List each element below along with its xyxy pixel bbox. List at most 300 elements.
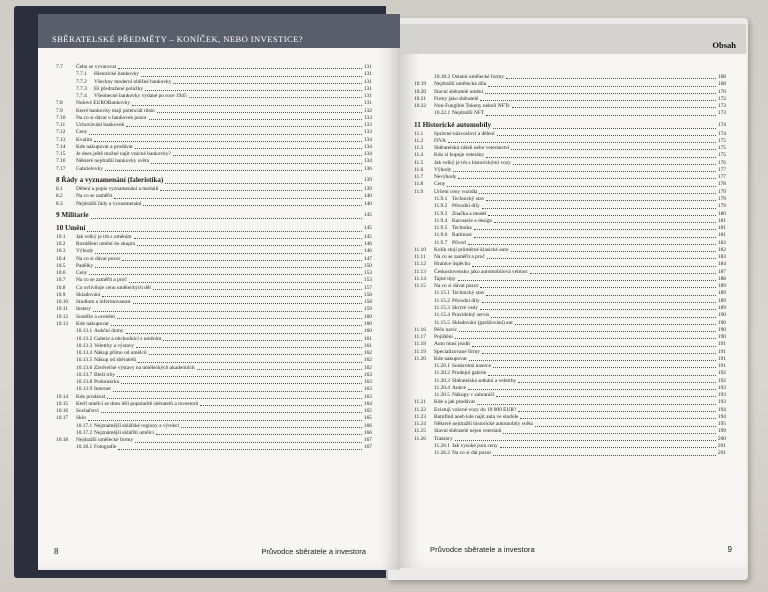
toc-entry-title: 8 Řády a vyznamenání (faleristika) (56, 175, 164, 184)
dot-leader (160, 186, 361, 191)
toc-entry-page: 189 (717, 297, 726, 304)
toc-entry-number: 7.16 (56, 158, 66, 165)
toc-left-column (56, 64, 372, 452)
toc-entry-title: 10 Umění (56, 223, 86, 232)
toc-entry-number: 10.7 (56, 277, 66, 284)
toc-entry-page: 163 (363, 393, 372, 400)
toc-entry-page: 195 (717, 421, 726, 428)
toc-entry-page: 170 (717, 88, 726, 95)
dot-leader (133, 299, 362, 304)
toc-entry-number: 11.20.2 (434, 370, 450, 377)
dot-leader (482, 298, 716, 303)
toc-entry (414, 181, 726, 188)
dot-leader (89, 129, 362, 134)
toc-entry-page: 175 (717, 137, 726, 144)
toc-entry-title: Sběratelská vášeň nebo veteránství (434, 145, 510, 152)
toc-entry-page: 167 (363, 444, 372, 451)
toc-right-column (414, 74, 726, 458)
dot-leader (132, 100, 362, 105)
toc-entry-number: 10.18 (56, 437, 69, 444)
dot-leader (143, 201, 362, 206)
toc-entry-title: Gabrielovky (76, 165, 103, 172)
dot-leader (153, 285, 362, 290)
toc-entry (56, 137, 372, 144)
toc-entry (56, 108, 372, 115)
toc-entry-page: 173 (717, 110, 726, 117)
toc-entry-page: 181 (717, 217, 726, 224)
toc-entry-page: 191 (717, 348, 726, 355)
toc-entry-page: 131 (363, 85, 372, 92)
toc-entry (56, 201, 372, 208)
toc-entry-page: 175 (717, 152, 726, 159)
toc-entry-page: 174 (717, 130, 726, 137)
toc-entry-page: 133 (363, 122, 372, 129)
toc-entry-title: FIVA (434, 137, 446, 144)
toc-entry-number: 10.20 (414, 88, 427, 95)
toc-entry-title: Bleší trhy (94, 371, 116, 378)
dot-leader (455, 334, 716, 339)
toc-entry (56, 234, 372, 241)
toc-entry-number: 11.19 (414, 348, 426, 355)
toc-entry (414, 240, 726, 247)
toc-entry (414, 189, 726, 196)
toc-entry (414, 145, 726, 152)
toc-entry (414, 305, 726, 312)
toc-entry-title: Slavní sběratelé umění (434, 88, 484, 95)
toc-entry-title: Studium a informovanost (76, 299, 131, 306)
toc-entry (414, 370, 726, 377)
dot-leader (89, 270, 362, 275)
toc-entry-title: Skryté vady (452, 304, 478, 311)
dot-leader (474, 232, 716, 237)
toc-entry-title: 11 Historické automobily (414, 120, 492, 129)
dot-leader (118, 444, 361, 449)
toc-entry-title: Raritnost (452, 232, 472, 239)
toc-entry (414, 378, 726, 385)
toc-entry-title: Kde nakupovat a prodávat (76, 143, 133, 150)
dot-leader (486, 290, 716, 295)
toc-entry-number: 11.9.2 (434, 203, 448, 210)
toc-entry-page: 183 (717, 254, 726, 261)
toc-entry-number: 10.13.5 (76, 357, 93, 364)
right-footer: Průvodce sběratele a investora (430, 545, 535, 554)
toc-entry-page: 193 (717, 399, 726, 406)
dot-leader (95, 248, 362, 253)
toc-entry-title: Na co se zaměřit (76, 193, 113, 200)
toc-entry-number: 10.5 (56, 262, 66, 269)
toc-entry-page: 191 (717, 341, 726, 348)
toc-entry-title: Na co se zaměřit a proč (434, 254, 485, 261)
toc-entry-title: Technický stav (452, 195, 485, 202)
toc-entry-title: Původní díly (452, 203, 480, 210)
toc-entry-number: 7.17 (56, 165, 66, 172)
toc-entry-number: 11.17 (414, 334, 426, 341)
toc-entry-page: 190 (717, 319, 726, 326)
toc-entry-page: 184 (717, 261, 726, 268)
toc-entry-page: 190 (717, 326, 726, 333)
toc-entry-title: Specializované firmy (434, 348, 480, 355)
dot-leader (488, 211, 715, 216)
toc-entry-title: Soukromá inzerce (452, 363, 492, 370)
toc-entry-title: Nákup od sběratelů (94, 357, 136, 364)
toc-entry-title: Nevýhody (434, 174, 457, 181)
toc-entry-page: 176 (717, 159, 726, 166)
toc-entry-number: 11.20 (414, 355, 426, 362)
toc-entry (56, 415, 372, 422)
toc-chapter (56, 223, 372, 234)
dot-leader (515, 320, 716, 325)
toc-entry-page: 174 (717, 121, 726, 128)
toc-entry-page: 145 (363, 211, 372, 218)
dot-leader (137, 241, 362, 246)
toc-entry-page: 163 (363, 371, 372, 378)
toc-entry-title: Které bankovky mají potenciál růstu (76, 107, 155, 114)
toc-entry (56, 394, 372, 401)
toc-entry (414, 414, 726, 421)
toc-entry-page: 164 (363, 400, 372, 407)
toc-entry-page: 162 (363, 350, 372, 357)
toc-chapter (56, 175, 372, 186)
dot-leader (458, 174, 715, 179)
toc-entry-page: 180 (717, 210, 726, 217)
toc-entry (414, 312, 726, 319)
toc-entry-page: 193 (717, 384, 726, 391)
toc-entry-number: 10.12 (56, 313, 69, 320)
toc-entry-title: 9 Militarie (56, 210, 89, 219)
toc-entry (414, 138, 726, 145)
dot-leader (468, 240, 716, 245)
dot-leader (448, 138, 716, 143)
toc-entry-page: 191 (717, 355, 726, 362)
toc-entry-title: Kde prodávat (76, 393, 106, 400)
dot-leader (455, 436, 716, 441)
toc-entry-page: 153 (363, 270, 372, 277)
toc-entry-number: 11.18 (414, 341, 426, 348)
dot-leader (479, 189, 716, 194)
toc-entry-number: 11.9 (414, 188, 424, 195)
toc-entry-title: Čeho se vyvarovat (76, 64, 117, 70)
dot-leader (117, 372, 362, 377)
toc-entry-number: 10.19 (414, 81, 427, 88)
toc-entry (414, 290, 726, 297)
toc-entry (414, 225, 726, 232)
toc-entry (414, 283, 726, 290)
toc-entry-page: 160 (363, 320, 372, 327)
toc-entry-number: 11.12 (414, 261, 426, 268)
dot-leader (511, 247, 716, 252)
toc-entry-number: 11.7 (414, 174, 424, 181)
toc-entry-title: Nákup přímo od umělců (94, 350, 147, 357)
toc-entry-page: 147 (363, 255, 372, 262)
toc-entry-title: Kde nakupovat (434, 355, 467, 362)
toc-entry (414, 327, 726, 334)
toc-entry (56, 408, 372, 415)
toc-entry-number: 10.4 (56, 255, 66, 262)
toc-entry (414, 160, 726, 167)
toc-entry-title: Na co si dávat pozor (434, 283, 479, 290)
dot-leader (200, 401, 362, 406)
toc-entry-page: 150 (363, 262, 372, 269)
toc-entry-title: Některé nejdražší bankovky světa (76, 158, 149, 165)
toc-entry-page: 163 (363, 379, 372, 386)
toc-entry-page: 131 (363, 78, 372, 85)
dot-leader (511, 145, 716, 150)
toc-entry (56, 144, 372, 151)
toc-entry-title: Nákupy v zahraničí (452, 392, 495, 399)
running-title: SBĚRATELSKÉ PŘEDMĚTY – KONÍČEK, NEBO INVESTICE? (52, 34, 303, 44)
toc-entry-title: Nejdražší umělecká díla (434, 81, 487, 88)
toc-entry (414, 320, 726, 327)
toc-entry-number: 11.21 (414, 399, 426, 406)
dot-leader (482, 203, 716, 208)
dot-leader (477, 399, 716, 404)
toc-entry-number: 11.15.3 (434, 304, 450, 311)
toc-entry (56, 86, 372, 93)
toc-entry (56, 321, 372, 328)
toc-entry-page: 162 (363, 357, 372, 364)
toc-entry-title: Existují vzácné vozy do 10 000 EUR? (434, 406, 517, 413)
dot-leader (136, 343, 362, 348)
toc-entry (56, 372, 372, 379)
toc-entry-title: Pravidelný servis (452, 312, 490, 319)
toc-entry-number: 8.2 (56, 193, 63, 200)
dot-leader (87, 223, 362, 232)
toc-entry-page: 131 (363, 93, 372, 100)
toc-entry (56, 365, 372, 372)
toc-entry-title: Technický stav (452, 290, 485, 297)
toc-entry (414, 436, 726, 443)
toc-entry-title: Historické bankovky (94, 71, 140, 78)
toc-entry-page: 179 (717, 203, 726, 210)
section-title: Obsah (712, 40, 736, 50)
toc-entry (56, 158, 372, 165)
toc-entry-page: 132 (363, 107, 372, 114)
toc-entry-title: Internet (94, 386, 111, 393)
dot-leader (497, 131, 716, 136)
toc-entry (414, 152, 726, 159)
toc-entry-title: Veletrhy a výstavy (94, 342, 135, 349)
toc-entry (56, 314, 372, 321)
toc-entry-title: Uchovávání bankovek (76, 122, 125, 129)
toc-entry (414, 211, 726, 218)
dot-leader (135, 144, 362, 149)
toc-entry-page: 139 (363, 176, 372, 183)
dot-leader (126, 122, 362, 127)
toc-entry-number: 11.10 (414, 246, 426, 253)
dot-leader (485, 89, 716, 94)
toc-entry-title: Československo jako automobilová velmoc (434, 268, 528, 275)
toc-entry-page: 136 (363, 165, 372, 172)
toc-entry-number: 11.9.7 (434, 239, 448, 246)
toc-entry (414, 254, 726, 261)
toc-entry-title: Barnfind aneb kde najít auta ve stodole (434, 413, 519, 420)
toc-entry-page: 160 (363, 313, 372, 320)
toc-entry-number: 11.9.1 (434, 195, 448, 202)
dot-leader (165, 175, 361, 184)
dot-leader (488, 370, 716, 375)
toc-entry-title: Co ovlivňuje cenu uměleckých děl (76, 284, 151, 291)
dot-leader (197, 365, 362, 370)
toc-entry-page: 191 (717, 363, 726, 370)
toc-entry-title: Galerie a obchodníci s uměním (94, 335, 162, 342)
toc-entry-number: 10.2 (56, 241, 66, 248)
toc-entry (56, 285, 372, 292)
toc-entry-title: Padělky (76, 262, 94, 269)
toc-entry-number: 11.23 (414, 413, 426, 420)
dot-leader (173, 151, 362, 156)
toc-entry (56, 151, 372, 158)
dot-leader (157, 108, 362, 113)
toc-entry-page: 177 (717, 166, 726, 173)
dot-leader (101, 408, 362, 413)
toc-entry-title: Sběratelská setkání a veletrhy (452, 377, 517, 384)
toc-entry-title: Značka a model (452, 210, 487, 217)
toc-entry-title: Sklo (76, 415, 86, 422)
dot-leader (482, 349, 716, 354)
toc-entry-number: 11.15.2 (434, 297, 450, 304)
toc-entry (56, 343, 372, 350)
toc-entry (56, 328, 372, 335)
dot-leader (486, 196, 716, 201)
toc-entry (56, 263, 372, 270)
dot-leader (95, 263, 362, 268)
right-page-number: 9 (727, 545, 732, 554)
toc-entry (56, 166, 372, 173)
toc-entry-title: Instery (76, 306, 91, 313)
toc-entry-page: 160 (363, 328, 372, 335)
toc-entry-title: Tajné tipy (434, 275, 456, 282)
toc-entry-title: Karoserie a design (452, 217, 493, 224)
toc-entry-page: 134 (363, 158, 372, 165)
toc-entry-title: Péče navíc (434, 326, 458, 333)
toc-entry-page: 173 (717, 103, 726, 110)
toc-entry (414, 74, 726, 81)
toc-entry (56, 93, 372, 100)
toc-entry (56, 386, 372, 393)
toc-entry (56, 79, 372, 86)
dot-leader (173, 79, 362, 84)
toc-entry-number: 7.14 (56, 143, 66, 150)
toc-entry-number: 7.7.1 (76, 71, 87, 78)
toc-entry-page: 165 (363, 408, 372, 415)
toc-entry (414, 232, 726, 239)
toc-entry (56, 122, 372, 129)
dot-leader (91, 210, 362, 219)
toc-entry-number: 10.3 (56, 248, 66, 255)
toc-entry-title: Ostatní umělecké formy (452, 74, 505, 80)
toc-entry-number: 10.17.1 (76, 422, 93, 429)
toc-entry-number: 7.10 (56, 114, 66, 121)
left-page (38, 14, 400, 570)
toc-entry (414, 203, 726, 210)
toc-entry-title: Výhody (76, 248, 94, 255)
toc-entry-page: 194 (717, 413, 726, 420)
dot-leader (480, 96, 716, 101)
toc-entry-number: 11.20.5 (434, 392, 450, 399)
toc-entry-number: 11.24 (414, 421, 426, 428)
toc-entry-page: 162 (363, 364, 372, 371)
toc-entry-title: Některé nejdražší historické automobily světa (434, 421, 533, 428)
toc-entry-number: 7.7.2 (76, 78, 87, 85)
dot-leader (88, 415, 362, 420)
toc-entry-page: 193 (717, 392, 726, 399)
left-page-number: 8 (54, 547, 59, 556)
toc-entry-number: 10.9 (56, 291, 66, 298)
dot-leader (459, 327, 716, 332)
dot-leader (163, 336, 362, 341)
toc-entry-title: Auto musí jezdit (434, 341, 470, 348)
toc-entry (414, 349, 726, 356)
toc-entry-page: 189 (717, 283, 726, 290)
toc-entry-number: 11.26.1 (434, 443, 450, 450)
toc-entry-title: Firmy jako sběratelé (434, 95, 479, 102)
toc-entry-title: Hranice úspěchu (434, 261, 471, 268)
dot-leader (129, 277, 362, 282)
toc-entry (56, 186, 372, 193)
toc-entry-number: 8.1 (56, 185, 63, 192)
toc-entry-title: Kde nakupovat (76, 320, 109, 327)
dot-leader (520, 414, 715, 419)
toc-entry (414, 399, 726, 406)
dot-leader (486, 110, 716, 115)
toc-entry-title: Aukční domy (94, 328, 124, 335)
dot-leader (181, 423, 362, 428)
toc-entry-title: Na co si dát pozor (452, 450, 492, 457)
dot-leader (102, 292, 362, 297)
toc-entry-number: 11.9.6 (434, 232, 448, 239)
toc-entry (414, 341, 726, 348)
toc-entry (56, 193, 372, 200)
toc-entry-title: Sochařství (76, 408, 99, 415)
toc-entry-title: Skladování (76, 291, 101, 298)
toc-entry-title: Technika (452, 225, 472, 232)
toc-entry-page: 134 (363, 151, 372, 158)
toc-entry-page: 201 (717, 450, 726, 457)
toc-entry-number: 11.9.3 (434, 210, 448, 217)
toc-entry-number: 11.6 (414, 166, 424, 173)
toc-entry-page: 168 (717, 81, 726, 88)
toc-entry (414, 276, 726, 283)
toc-entry-page: 159 (363, 306, 372, 313)
left-footer: Průvodce sběratele a investora (261, 547, 366, 556)
toc-entry (56, 277, 372, 284)
dot-leader (480, 305, 716, 310)
toc-entry-number: 11.2 (414, 137, 424, 144)
toc-entry-number: 11.20.3 (434, 377, 450, 384)
toc-entry-number: 11.26 (414, 435, 426, 442)
toc-entry (56, 241, 372, 248)
dot-leader (118, 64, 362, 69)
dot-leader (472, 341, 716, 346)
toc-entry-number: 10.13.7 (76, 371, 93, 378)
toc-entry (414, 363, 726, 370)
toc-entry-number: 11.8 (414, 181, 424, 188)
dot-leader (122, 256, 362, 261)
toc-entry-title: Kolik stojí průměrné klasické auto (434, 246, 509, 253)
dot-leader (117, 314, 362, 319)
toc-entry-number: 7.7 (56, 64, 63, 70)
toc-entry-page: 181 (717, 225, 726, 232)
toc-entry-page: 182 (717, 246, 726, 253)
toc-entry-title: Prodejní galerie (452, 370, 487, 377)
toc-entry-page: 163 (363, 386, 372, 393)
dot-leader (506, 74, 716, 79)
toc-entry-page: 187 (717, 268, 726, 275)
toc-entry (414, 428, 726, 435)
toc-entry (56, 299, 372, 306)
toc-entry-number: 11.15 (414, 283, 426, 290)
dot-leader (488, 81, 716, 86)
